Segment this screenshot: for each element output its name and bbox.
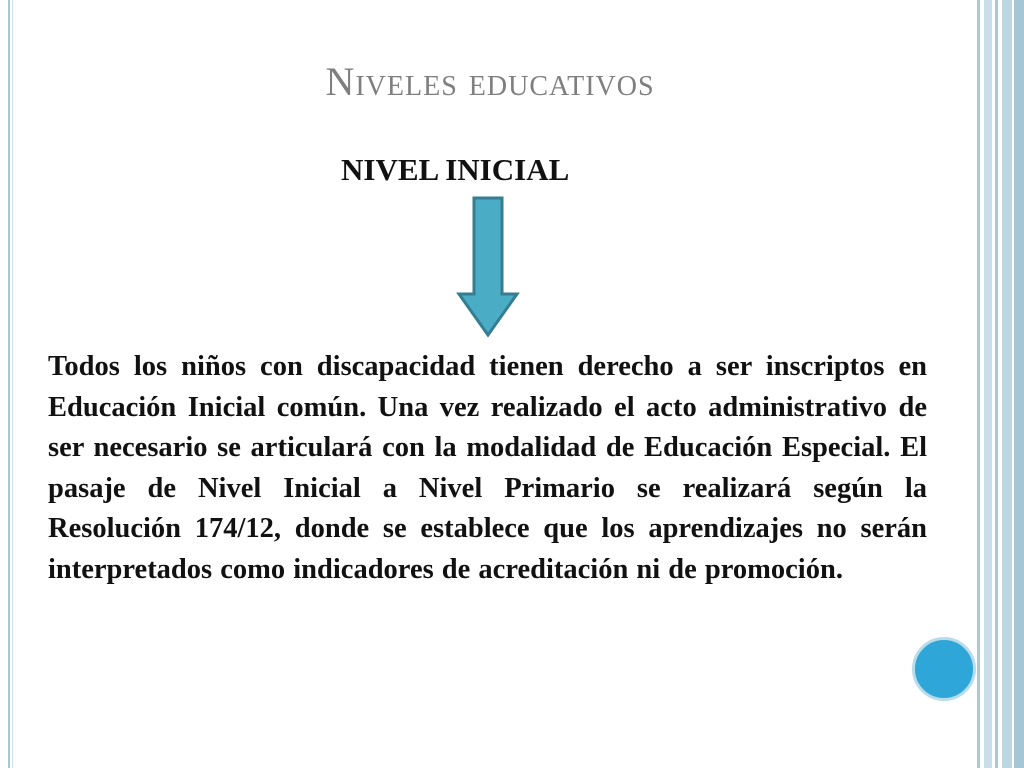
circle-decoration — [912, 637, 976, 701]
right-stripe — [995, 0, 998, 768]
arrow-down-icon — [456, 196, 520, 338]
slide-title: Niveles educativos — [325, 59, 655, 104]
right-stripe — [1014, 0, 1024, 768]
right-stripe — [984, 0, 992, 768]
right-stripe — [977, 0, 980, 768]
left-frame-line — [8, 0, 10, 768]
left-frame-line-inner — [12, 0, 13, 768]
slide-body-text: Todos los niños con discapacidad tienen derecho a ser inscriptos en Educación Inicial común. Una vez realizado el acto administrativo de ser necesario se articulará con la modalidad de Educación Especial. El pasaje de Nivel Inicial a Nivel Primario se realizará según la Resolución 174/12, donde se establece que los aprendizajes no serán interpretados como indicadores de acreditación ni de promoción. — [48, 351, 927, 585]
right-stripe — [1002, 0, 1012, 768]
slide-subtitle: NIVEL INICIAL — [341, 152, 570, 187]
